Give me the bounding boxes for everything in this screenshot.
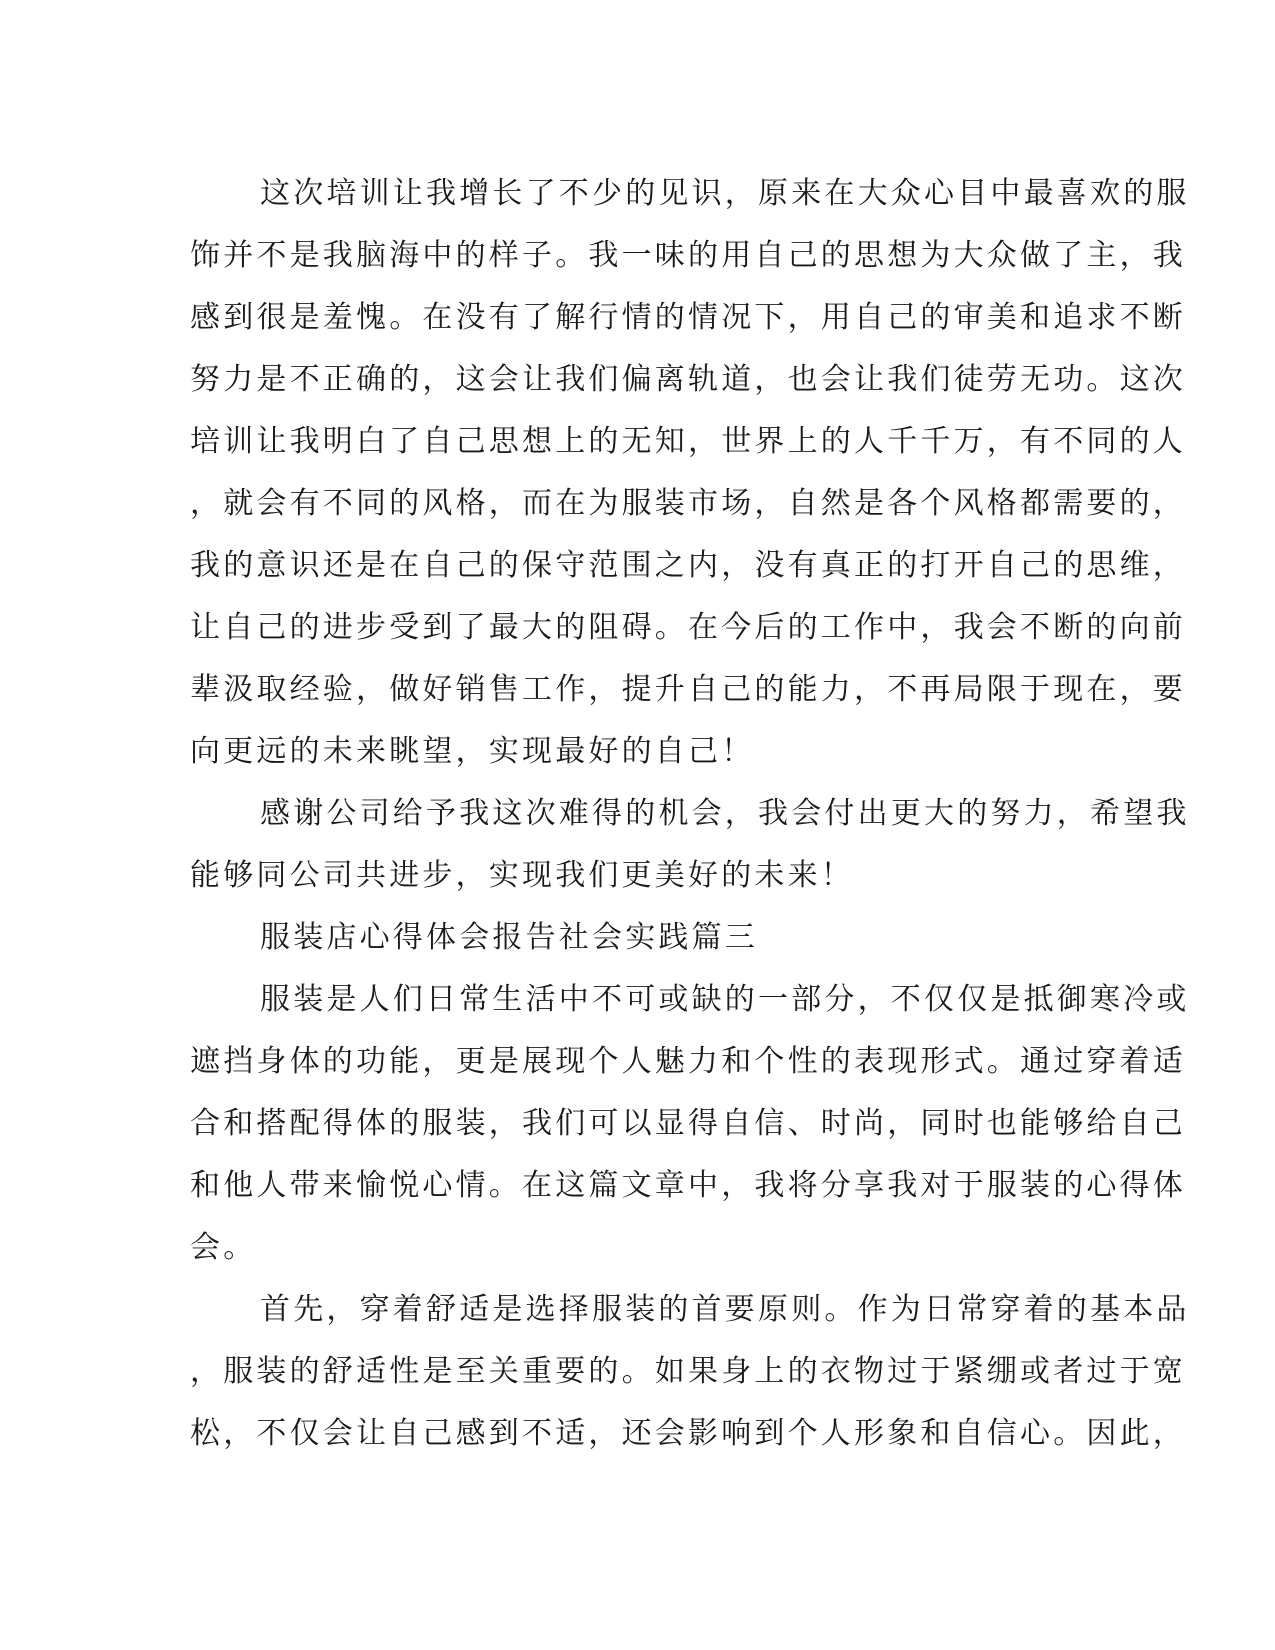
paragraph-line: 和他人带来愉悦心情。在这篇文章中，我将分享我对于服装的心得体 xyxy=(190,1168,1186,1203)
section-heading-text: 服装店心得体会报告社会实践篇三 xyxy=(260,920,758,955)
paragraph-line: 让自己的进步受到了最大的阻碍。在今后的工作中，我会不断的向前 xyxy=(190,610,1186,645)
paragraph-2 xyxy=(190,783,1190,907)
paragraph-line: 会。 xyxy=(190,1230,257,1265)
paragraph-line: 首先，穿着舒适是选择服装的首要原则。作为日常穿着的基本品 xyxy=(260,1292,1190,1327)
paragraph-line: 饰并不是我脑海中的样子。我一味的用自己的思想为大众做了主，我 xyxy=(190,238,1186,273)
paragraph-line: ，就会有不同的风格，而在为服装市场，自然是各个风格都需要的， xyxy=(190,486,1186,521)
paragraph-line: 我的意识还是在自己的保守范围之内，没有真正的打开自己的思维， xyxy=(190,548,1186,583)
paragraph-line: 松，不仅会让自己感到不适，还会影响到个人形象和自信心。因此， xyxy=(190,1416,1186,1451)
paragraph-line: 辈汲取经验，做好销售工作，提升自己的能力，不再局限于现在，要 xyxy=(190,672,1186,707)
paragraph-line: 能够同公司共进步，实现我们更美好的未来！ xyxy=(190,858,854,893)
paragraph-line: 培训让我明白了自己思想上的无知，世界上的人千千万，有不同的人 xyxy=(190,424,1186,459)
paragraph-4 xyxy=(190,1279,1190,1465)
paragraph-line: ，服装的舒适性是至关重要的。如果身上的衣物过于紧绷或者过于宽 xyxy=(190,1354,1186,1389)
document-body xyxy=(190,163,1190,1465)
paragraph-line: 这次培训让我增长了不少的见识，原来在大众心目中最喜欢的服 xyxy=(260,176,1190,211)
paragraph-1 xyxy=(190,163,1190,783)
paragraph-line: 服装是人们日常生活中不可或缺的一部分，不仅仅是抵御寒冷或 xyxy=(260,982,1190,1017)
section-heading xyxy=(190,907,1090,969)
paragraph-line: 努力是不正确的，这会让我们偏离轨道，也会让我们徒劳无功。这次 xyxy=(190,362,1186,397)
paragraph-line: 向更远的未来眺望，实现最好的自己！ xyxy=(190,734,755,769)
paragraph-3 xyxy=(190,969,1190,1279)
paragraph-line: 感谢公司给予我这次难得的机会，我会付出更大的努力，希望我 xyxy=(260,796,1190,831)
paragraph-line: 感到很是羞愧。在没有了解行情的情况下，用自己的审美和追求不断 xyxy=(190,300,1186,335)
paragraph-line: 遮挡身体的功能，更是展现个人魅力和个性的表现形式。通过穿着适 xyxy=(190,1044,1186,1079)
paragraph-line: 合和搭配得体的服装，我们可以显得自信、时尚，同时也能够给自己 xyxy=(190,1106,1186,1141)
